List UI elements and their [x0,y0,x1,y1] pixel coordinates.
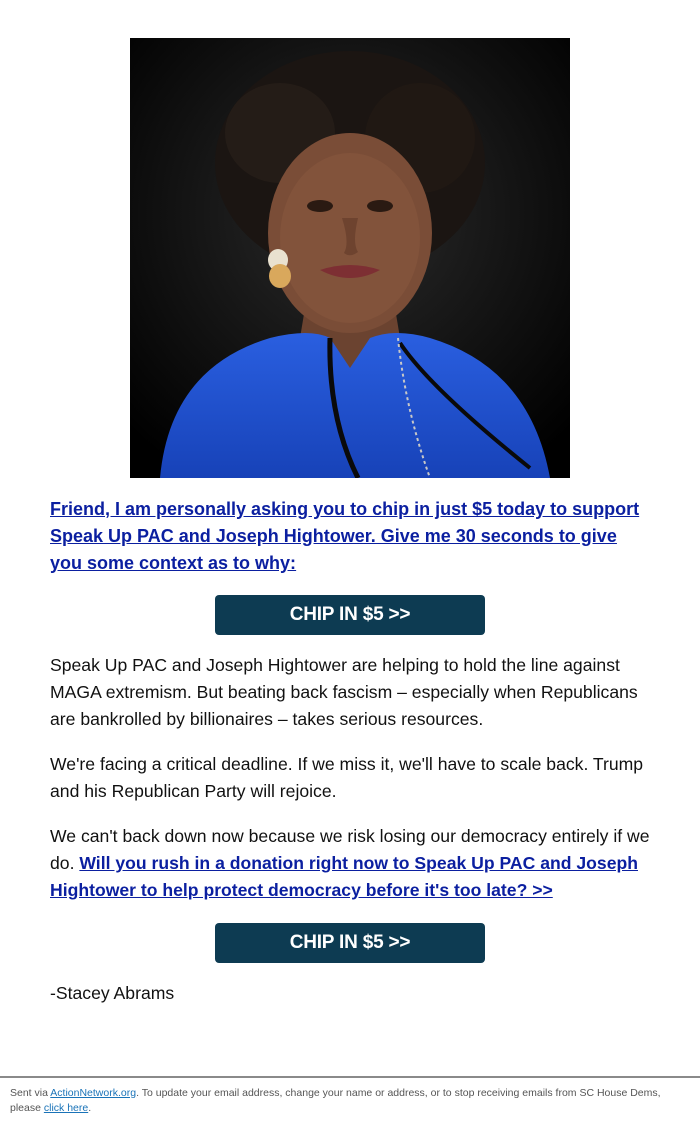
body-paragraph-1: Speak Up PAC and Joseph Hightower are helping to hold the line against MAGA extremism. But beating back fascism – especially when Republicans are bankrolled by billionaires – takes serious resources. [50,655,638,729]
chip-in-button-bottom[interactable]: CHIP IN $5 >> [215,923,485,963]
body-paragraph-3 [50,823,650,904]
actionnetwork-link[interactable]: ActionNetwork.org [50,1087,137,1099]
donation-link[interactable]: Will you rush in a donation right now to Speak Up PAC and Joseph Hightower to help protect democracy before it's too late? >> [50,853,638,900]
intro-donation-link[interactable] [50,496,650,577]
footer-middle-text: . To update your email address, change your name or address, or to stop receiving emails from SC House Dems, please [10,1087,661,1114]
footer-divider [0,1076,700,1078]
portrait-image[interactable] [130,38,570,478]
intro-link-text[interactable]: Friend, I am personally asking you to chip in just $5 today to support Speak Up PAC and Joseph Hightower. Give me 30 seconds to give you some context as to why: [50,499,640,573]
footer-prefix: Sent via [10,1087,51,1099]
body-paragraph-3-text: We can't back down now because we risk losing our democracy entirely if we do. [50,826,650,873]
body-paragraph-2: We're facing a critical deadline. If we miss it, we'll have to scale back. Trump and his Republican Party will rejoice. [50,754,644,801]
chip-in-button-top[interactable]: CHIP IN $5 >> [215,595,485,635]
portrait-illustration [130,38,570,478]
footer-suffix: . [88,1102,92,1114]
footer [10,1086,690,1116]
signature: -Stacey Abrams [50,983,175,1003]
unsubscribe-link[interactable]: click here [43,1102,89,1114]
